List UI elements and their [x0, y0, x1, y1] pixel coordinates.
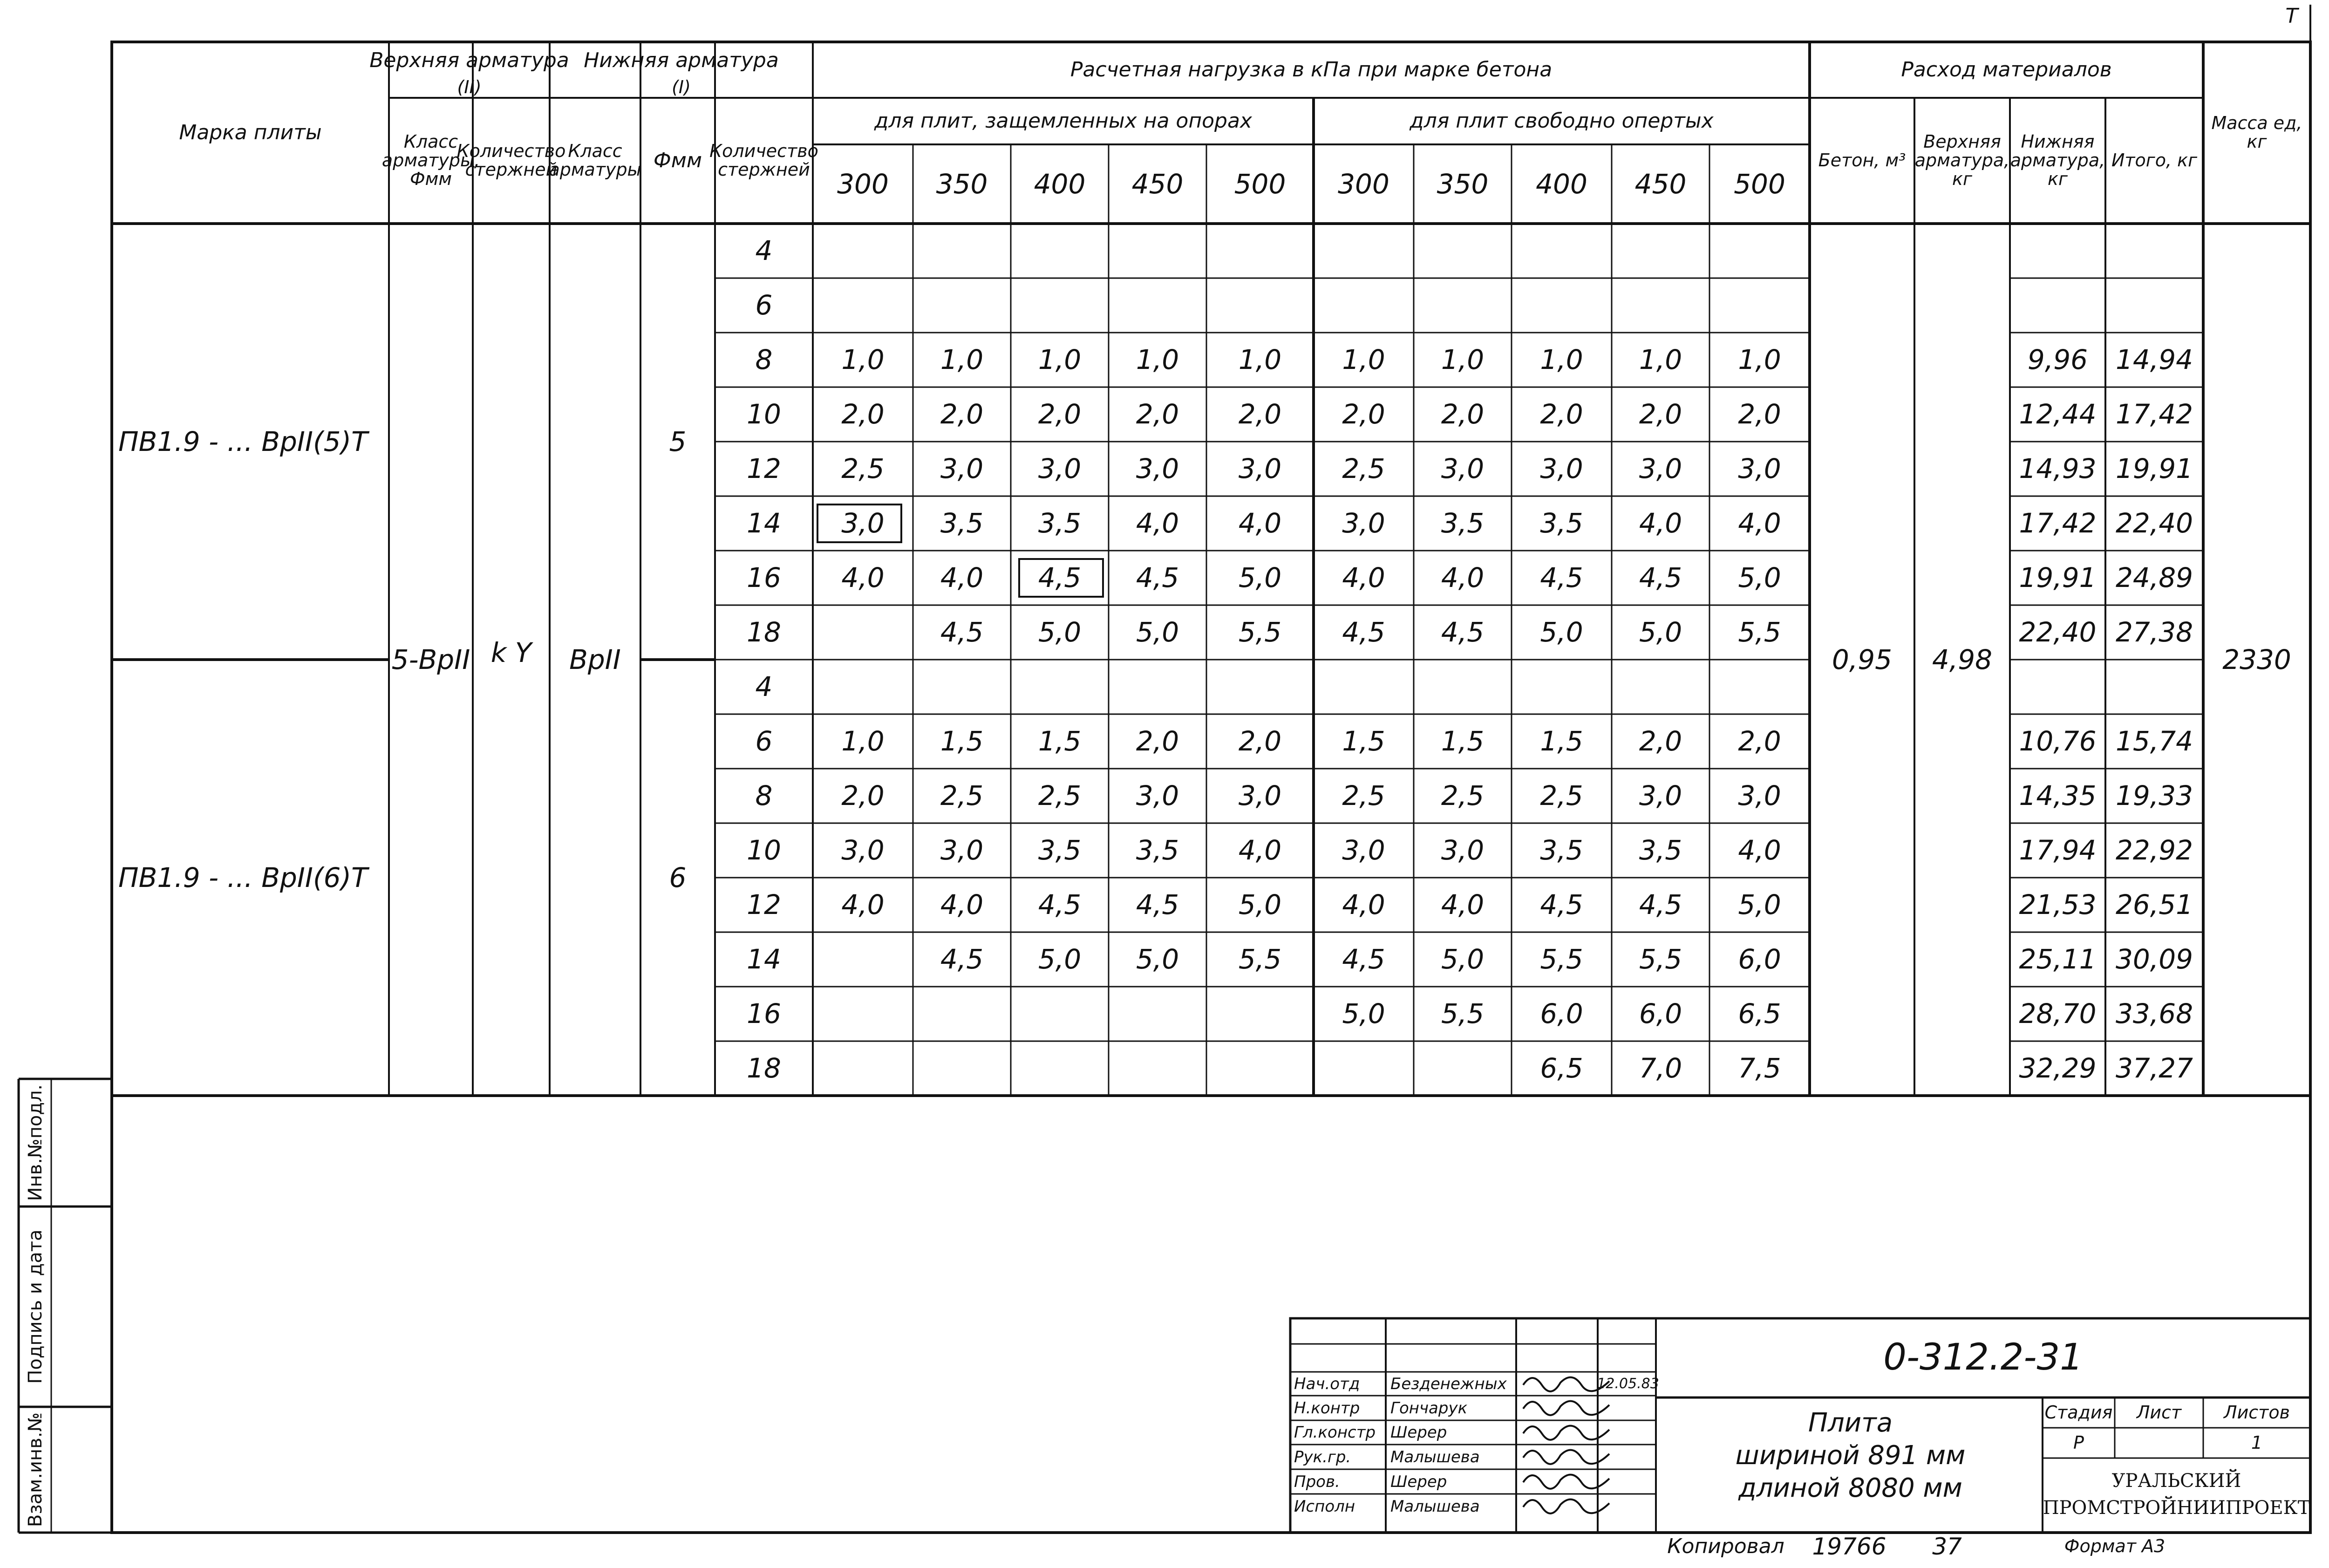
concrete-grade-header: 400	[1536, 168, 1587, 200]
load-value: 1,0	[940, 344, 984, 376]
bottom-rebar-mass: 28,70	[2019, 998, 2097, 1030]
load-value: 4,5	[1038, 889, 1082, 921]
concrete-grade-header: 350	[936, 168, 988, 200]
load-value	[1314, 224, 1414, 278]
title-block-role: Гл.констр	[1294, 1423, 1376, 1442]
load-value: 6,0	[1738, 943, 1781, 975]
bar-count: 8	[755, 344, 773, 376]
load-value: 1,0	[1639, 344, 1682, 376]
column-header-count-top: Количество стержней	[456, 141, 566, 180]
bar-count: 6	[755, 725, 773, 757]
bottom-rebar-mass: 22,40	[2019, 616, 2097, 648]
load-value: 3,5	[1038, 834, 1082, 866]
load-value: 5,5	[1441, 998, 1485, 1030]
top-rebar-mass: 4,98	[1932, 643, 1993, 675]
document-title-line: шириной 891 мм	[1735, 1440, 1966, 1471]
title-block-role: Н.контр	[1294, 1398, 1360, 1418]
load-value	[1109, 1041, 1206, 1096]
load-value: 1,0	[841, 725, 885, 757]
side-stamp-label: Инв.№подл.	[25, 1084, 46, 1201]
total-mass: 33,68	[2115, 998, 2193, 1030]
load-value: 3,0	[940, 834, 984, 866]
bar-count: 8	[755, 780, 773, 812]
load-value: 3,5	[940, 507, 984, 539]
load-value	[1011, 660, 1109, 714]
concrete-grade-header: 500	[1734, 168, 1785, 200]
load-value	[813, 605, 913, 660]
load-value: 2,0	[1238, 725, 1282, 757]
title-block-name: Малышева	[1390, 1447, 1480, 1466]
document-title-line: длиной 8080 мм	[1738, 1473, 1962, 1503]
load-value: 3,5	[1540, 507, 1583, 539]
load-value: 4,0	[940, 889, 984, 921]
load-value	[1709, 278, 1810, 333]
load-value	[1612, 224, 1709, 278]
load-value: 1,5	[940, 725, 984, 757]
load-value: 2,0	[841, 398, 885, 430]
title-block-name: Шерер	[1390, 1472, 1447, 1491]
load-value: 4,5	[1441, 616, 1485, 648]
load-value: 4,0	[1441, 562, 1485, 594]
load-value: 5,0	[1238, 562, 1282, 594]
column-header-top-material: Верхняя арматура, кг	[1914, 131, 2010, 189]
total-mass: 24,89	[2115, 562, 2193, 594]
load-value	[1612, 660, 1709, 714]
load-value: 5,0	[1136, 943, 1179, 975]
load-value	[1206, 1041, 1314, 1096]
total-mass	[2105, 278, 2203, 333]
slab-mark: ПВ1.9 - ... ВрII(6)Т	[118, 861, 368, 893]
load-value: 2,0	[1738, 398, 1781, 430]
column-header-bottom-rebar-sub: (I)	[672, 76, 691, 97]
load-value: 4,0	[1342, 889, 1385, 921]
title-block-name: Малышева	[1390, 1497, 1480, 1516]
total-mass: 19,91	[2115, 453, 2193, 485]
load-value: 1,5	[1038, 725, 1082, 757]
column-header-materials: Расход материалов	[1901, 57, 2112, 82]
load-value: 6,0	[1540, 998, 1583, 1030]
load-value: 4,5	[940, 943, 984, 975]
load-value: 3,5	[1136, 834, 1179, 866]
top-rebar-class: 5-ВрII	[391, 643, 470, 675]
column-header-free: для плит свободно опертых	[1410, 109, 1714, 133]
load-value	[1011, 278, 1109, 333]
load-value: 5,0	[1038, 616, 1082, 648]
load-value: 4,0	[841, 889, 885, 921]
load-value: 4,5	[1540, 889, 1583, 921]
load-value: 2,0	[1738, 725, 1781, 757]
load-value	[913, 987, 1011, 1041]
total-mass: 30,09	[2115, 943, 2193, 975]
load-value: 3,5	[1038, 507, 1082, 539]
total-mass: 17,42	[2115, 398, 2193, 430]
bar-count: 10	[747, 398, 781, 430]
load-value: 2,0	[1540, 398, 1583, 430]
concrete-grade-header: 450	[1131, 168, 1184, 200]
load-value: 3,0	[1038, 453, 1082, 485]
load-value	[1314, 278, 1414, 333]
load-value: 5,0	[1136, 616, 1179, 648]
load-value: 1,0	[1540, 344, 1583, 376]
side-stamp-label: Взам.инв.№	[25, 1412, 46, 1527]
title-block-name: Гончарук	[1390, 1398, 1468, 1418]
load-value: 4,5	[1540, 562, 1583, 594]
load-value	[813, 987, 913, 1041]
load-value	[1011, 987, 1109, 1041]
concrete-grade-header: 450	[1634, 168, 1687, 200]
load-value	[1414, 278, 1512, 333]
stage-label: Стадия	[2044, 1402, 2113, 1423]
total-mass: 26,51	[2115, 889, 2193, 921]
concrete-grade-header: 500	[1234, 168, 1286, 200]
load-value: 2,0	[1238, 398, 1282, 430]
load-value: 4,5	[1136, 562, 1179, 594]
bottom-rebar-mass: 17,94	[2019, 834, 2097, 866]
bottom-rebar-mass: 19,91	[2019, 562, 2097, 594]
column-header-count-bottom: Количество стержней	[709, 141, 818, 180]
bottom-rebar-mass: 14,35	[2019, 780, 2097, 812]
load-value	[813, 932, 913, 987]
load-value	[1512, 224, 1612, 278]
total-mass: 22,92	[2115, 834, 2193, 866]
load-value: 3,5	[1441, 507, 1485, 539]
bottom-rebar-mass: 9,96	[2027, 344, 2088, 376]
total-mass	[2105, 660, 2203, 714]
load-value: 3,0	[1238, 453, 1282, 485]
load-value	[1314, 1041, 1414, 1096]
load-value	[813, 278, 913, 333]
load-value: 1,5	[1540, 725, 1583, 757]
load-value: 5,5	[1639, 943, 1682, 975]
total-mass: 19,33	[2115, 780, 2193, 812]
load-value: 4,0	[1639, 507, 1682, 539]
bar-count: 16	[747, 998, 781, 1030]
load-value: 2,0	[1136, 725, 1179, 757]
load-value: 4,0	[1238, 834, 1282, 866]
page-number: 37	[1932, 1533, 1962, 1560]
load-value: 5,0	[1738, 562, 1781, 594]
load-value	[913, 1041, 1011, 1096]
load-value: 2,5	[841, 453, 885, 485]
load-value: 2,5	[940, 780, 984, 812]
top-rebar-count: k Y	[490, 636, 532, 668]
column-header-mark: Марка плиты	[179, 120, 322, 144]
title-block-role: Пров.	[1294, 1472, 1340, 1491]
concrete-grade-header: 300	[1338, 168, 1389, 200]
load-value: 4,5	[1342, 616, 1385, 648]
load-value: 2,0	[841, 780, 885, 812]
load-value	[1206, 660, 1314, 714]
title-block-role: Исполн	[1294, 1497, 1355, 1516]
column-header-total: Итого, кг	[2111, 150, 2198, 171]
load-value	[1414, 1041, 1512, 1096]
load-value: 2,0	[1038, 398, 1082, 430]
column-header-bottom-rebar: Нижняя арматура	[584, 48, 779, 72]
load-value: 4,5	[1639, 562, 1682, 594]
load-value: 3,0	[1738, 780, 1781, 812]
load-value: 3,0	[841, 834, 885, 866]
load-value: 4,0	[841, 562, 885, 594]
format-label: Формат А3	[2064, 1536, 2166, 1557]
load-value: 3,0	[1238, 780, 1282, 812]
load-value	[1709, 224, 1810, 278]
load-value: 3,0	[940, 453, 984, 485]
sheets-label: Листов	[2224, 1402, 2290, 1423]
stage-value: Р	[2073, 1432, 2084, 1453]
load-value: 2,0	[1639, 725, 1682, 757]
bar-count: 6	[755, 289, 773, 321]
load-value	[1206, 278, 1314, 333]
load-value: 3,0	[1441, 453, 1485, 485]
load-value: 4,0	[1136, 507, 1179, 539]
load-value: 3,0	[1639, 453, 1682, 485]
load-value	[813, 224, 913, 278]
load-value: 3,5	[1639, 834, 1682, 866]
load-value: 5,5	[1738, 616, 1781, 648]
load-value: 1,5	[1342, 725, 1385, 757]
column-header-top-rebar: Верхняя арматура	[369, 48, 569, 72]
load-value	[1314, 660, 1414, 714]
load-value: 3,0	[841, 507, 885, 539]
load-value: 3,0	[1639, 780, 1682, 812]
bottom-rebar-mass: 25,11	[2019, 943, 2097, 975]
load-value: 4,0	[1342, 562, 1385, 594]
load-value: 2,0	[940, 398, 984, 430]
load-value: 6,5	[1540, 1052, 1583, 1084]
bar-count: 14	[747, 507, 781, 539]
concrete-grade-header: 300	[837, 168, 889, 200]
unit-mass: 2330	[2222, 643, 2291, 675]
bottom-rebar-class: ВрII	[569, 643, 621, 675]
load-value	[1709, 660, 1810, 714]
load-value: 5,5	[1238, 943, 1282, 975]
bar-count: 18	[747, 616, 781, 648]
load-value: 1,0	[1738, 344, 1781, 376]
concrete-grade-header: 350	[1437, 168, 1489, 200]
load-value: 5,5	[1238, 616, 1282, 648]
load-value	[1206, 224, 1314, 278]
load-value: 6,5	[1738, 998, 1781, 1030]
load-value	[1109, 224, 1206, 278]
total-mass: 37,27	[2115, 1052, 2193, 1084]
column-header-mass: Масса ед, кг	[2211, 113, 2302, 152]
bottom-rebar-mass: 32,29	[2019, 1052, 2097, 1084]
load-value: 4,0	[940, 562, 984, 594]
bar-count: 12	[747, 453, 781, 485]
bottom-rebar-diameter: 6	[669, 861, 687, 893]
load-value: 2,5	[1342, 780, 1385, 812]
load-value: 1,0	[1342, 344, 1385, 376]
bottom-rebar-mass	[2010, 224, 2105, 278]
load-value: 7,0	[1639, 1052, 1682, 1084]
load-value: 5,0	[1038, 943, 1082, 975]
bottom-rebar-mass: 21,53	[2019, 889, 2097, 921]
concrete-volume: 0,95	[1832, 643, 1893, 675]
load-value: 5,0	[1639, 616, 1682, 648]
load-value	[913, 278, 1011, 333]
total-mass: 15,74	[2115, 725, 2193, 757]
load-value: 1,0	[1441, 344, 1485, 376]
sheet-value	[2115, 1428, 2203, 1458]
load-value: 5,0	[1738, 889, 1781, 921]
bar-count: 16	[747, 562, 781, 594]
load-value: 1,0	[841, 344, 885, 376]
sheets-value: 1	[2251, 1432, 2263, 1453]
load-value: 3,0	[1540, 453, 1583, 485]
load-value	[1512, 660, 1612, 714]
load-value: 4,0	[1738, 507, 1781, 539]
document-code: 0-312.2-31	[1883, 1336, 2083, 1379]
load-value: 4,0	[1238, 507, 1282, 539]
document-title-line: Плита	[1808, 1407, 1893, 1438]
column-header-top-rebar-sub: (II)	[457, 76, 482, 97]
load-value	[1011, 224, 1109, 278]
bar-count: 12	[747, 889, 781, 921]
load-value: 3,0	[1136, 780, 1179, 812]
load-value	[913, 660, 1011, 714]
bottom-rebar-mass: 12,44	[2019, 398, 2097, 430]
column-header-class-bottom: Класс арматуры	[549, 141, 641, 180]
load-value	[1612, 278, 1709, 333]
load-value: 5,5	[1540, 943, 1583, 975]
load-value: 5,0	[1540, 616, 1583, 648]
load-value: 4,5	[1136, 889, 1179, 921]
load-value	[1109, 987, 1206, 1041]
load-value	[1512, 278, 1612, 333]
load-value	[813, 1041, 913, 1096]
load-value: 2,5	[1540, 780, 1583, 812]
total-mass: 14,94	[2115, 344, 2193, 376]
organization-name: УРАЛЬСКИЙ	[2111, 1470, 2241, 1492]
load-value: 3,0	[1441, 834, 1485, 866]
load-value: 2,5	[1342, 453, 1385, 485]
load-value: 4,0	[1738, 834, 1781, 866]
load-value	[1414, 224, 1512, 278]
title-block-role: Нач.отд	[1294, 1374, 1360, 1393]
load-value: 5,0	[1441, 943, 1485, 975]
bottom-rebar-mass: 17,42	[2019, 507, 2097, 539]
sign-date: 12.05.83	[1597, 1375, 1659, 1392]
load-value	[1109, 660, 1206, 714]
slab-mark: ПВ1.9 - ... ВрII(5)Т	[118, 425, 368, 457]
organization-name: ПРОМСТРОЙНИИПРОЕКТ	[2043, 1497, 2310, 1519]
load-value: 2,5	[1038, 780, 1082, 812]
load-value: 4,5	[1038, 562, 1082, 594]
load-value: 3,0	[1136, 453, 1179, 485]
bar-count: 4	[755, 671, 773, 703]
bar-count: 14	[747, 943, 781, 975]
column-header-concrete: Бетон, м³	[1818, 150, 1906, 171]
bottom-rebar-mass	[2010, 278, 2105, 333]
load-value: 1,0	[1038, 344, 1082, 376]
load-value: 3,0	[1342, 507, 1385, 539]
bottom-rebar-mass	[2010, 660, 2105, 714]
load-value	[1011, 1041, 1109, 1096]
load-value: 6,0	[1639, 998, 1682, 1030]
sheet-label: Лист	[2136, 1402, 2182, 1423]
load-value: 3,0	[1738, 453, 1781, 485]
column-header-diam-bottom: Фмм	[653, 148, 702, 172]
load-value: 2,0	[1639, 398, 1682, 430]
bar-count: 10	[747, 834, 781, 866]
load-value: 4,5	[1342, 943, 1385, 975]
total-mass: 22,40	[2115, 507, 2193, 539]
load-value: 5,0	[1342, 998, 1385, 1030]
load-value: 3,0	[1342, 834, 1385, 866]
load-value	[1206, 987, 1314, 1041]
load-value: 2,5	[1441, 780, 1485, 812]
column-header-bottom-material: Нижняя арматура, кг	[2010, 131, 2105, 189]
column-header-load: Расчетная нагрузка в кПа при марке бетона	[1070, 57, 1553, 82]
load-value: 5,0	[1238, 889, 1282, 921]
total-mass	[2105, 224, 2203, 278]
side-stamp-label: Подпись и дата	[25, 1229, 46, 1384]
copied-number: 19766	[1812, 1533, 1886, 1560]
load-value: 4,5	[940, 616, 984, 648]
bar-count: 4	[755, 235, 773, 267]
bottom-rebar-mass: 10,76	[2019, 725, 2097, 757]
load-value: 4,0	[1441, 889, 1485, 921]
load-value: 3,5	[1540, 834, 1583, 866]
load-value: 1,0	[1136, 344, 1179, 376]
title-block-role: Рук.гр.	[1294, 1447, 1351, 1466]
load-value	[1109, 278, 1206, 333]
column-header-clamped: для плит, защемленных на опорах	[874, 109, 1252, 133]
bottom-rebar-mass: 14,93	[2019, 453, 2097, 485]
load-value: 2,0	[1136, 398, 1179, 430]
concrete-grade-header: 400	[1034, 168, 1086, 200]
load-value: 1,5	[1441, 725, 1485, 757]
load-value	[1414, 660, 1512, 714]
copied-label: Копировал	[1667, 1534, 1784, 1558]
load-value: 2,0	[1441, 398, 1485, 430]
bar-count: 18	[747, 1052, 781, 1084]
corner-mark: T	[2285, 4, 2298, 28]
load-value	[813, 660, 913, 714]
load-value: 4,5	[1639, 889, 1682, 921]
total-mass: 27,38	[2115, 616, 2193, 648]
load-value: 1,0	[1238, 344, 1282, 376]
load-value: 2,0	[1342, 398, 1385, 430]
title-block-name: Безденежных	[1390, 1374, 1507, 1393]
title-block-name: Шерер	[1390, 1423, 1447, 1442]
load-value: 7,5	[1738, 1052, 1781, 1084]
load-value	[913, 224, 1011, 278]
column-header-class-top: Класс арматуры, Фмм	[381, 131, 480, 189]
bottom-rebar-diameter: 5	[669, 425, 687, 457]
